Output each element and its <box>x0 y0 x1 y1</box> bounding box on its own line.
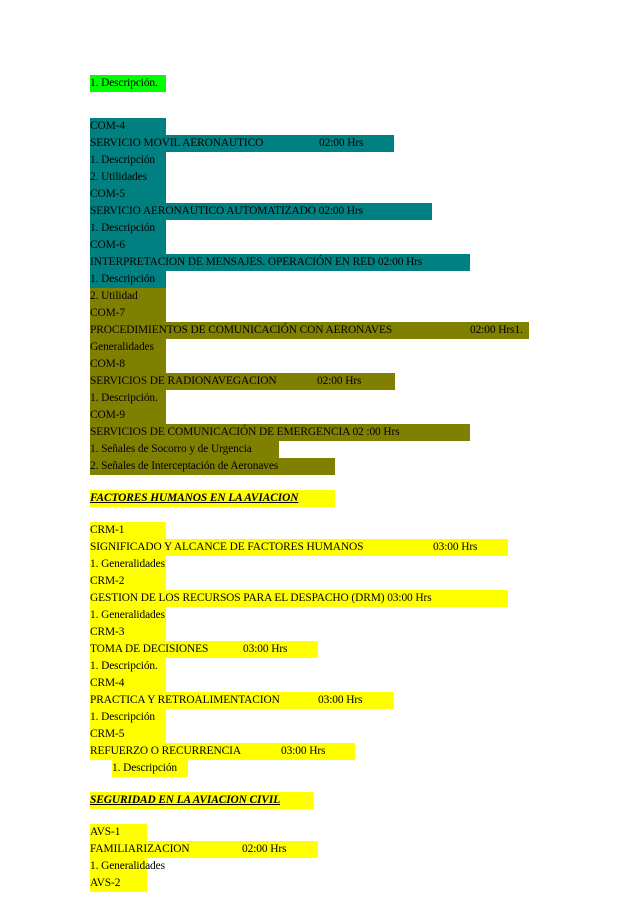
course-hours: 03:00 Hrs <box>281 745 326 757</box>
course-title-text: SERVICIO MOVIL AERONAUTICO <box>90 137 264 149</box>
section-heading: FACTORES HUMANOS EN LA AVIACION <box>90 490 335 507</box>
course-title <box>90 135 394 152</box>
course-title <box>90 539 508 556</box>
course-code: COM-7 <box>90 305 166 322</box>
course-item: 1. Descripción <box>90 709 166 726</box>
course-code: COM-6 <box>90 237 166 254</box>
course-hours: 03:00 Hrs <box>243 643 288 655</box>
course-item: 1. Descripción. <box>90 658 166 675</box>
course-code: CRM-3 <box>90 624 166 641</box>
course-code: CRM-4 <box>90 675 166 692</box>
course-code: COM-8 <box>90 356 166 373</box>
course-item: 1. Generalidades <box>90 556 166 573</box>
item-description: 1. Descripción. <box>90 75 166 92</box>
course-item: 1. Descripción <box>90 220 166 237</box>
course-code: AVS-2 <box>90 875 147 892</box>
course-item: Generalidades <box>90 339 166 356</box>
course-code: COM-5 <box>90 186 166 203</box>
course-code: CRM-2 <box>90 573 166 590</box>
course-title-text: FAMILIARIZACION <box>90 843 190 855</box>
course-item: 1. Descripción <box>112 760 188 777</box>
course-title-text: TOMA DE DECISIONES <box>90 643 209 655</box>
course-title <box>90 322 529 339</box>
course-code: AVS-1 <box>90 824 147 841</box>
course-item: 2. Utilidades <box>90 169 166 186</box>
course-item: 1. Descripción <box>90 271 166 288</box>
course-hours: 02:00 Hrs <box>319 137 364 149</box>
course-title: SERVICIOS DE COMUNICACIÓN DE EMERGENCIA 02 :00 Hrs <box>90 424 470 441</box>
course-code: COM-4 <box>90 118 166 135</box>
course-item: 1. Generalidades <box>90 858 147 875</box>
course-title-text: PROCEDIMIENTOS DE COMUNICACIÓN CON AERONAVES <box>90 324 393 336</box>
course-title: SERVICIO AERONAUTICO AUTOMATIZADO 02:00 Hrs <box>90 203 432 220</box>
course-title-text: PRACTICA Y RETROALIMENTACION <box>90 694 280 706</box>
course-hours: 03:00 Hrs <box>433 541 478 553</box>
course-title <box>90 692 394 709</box>
course-title <box>90 841 318 858</box>
course-title: GESTION DE LOS RECURSOS PARA EL DESPACHO (DRM) 03:00 Hrs <box>90 590 508 607</box>
course-item: 1. Descripción. <box>90 390 166 407</box>
course-item: 2. Señales de Interceptación de Aeronaves <box>90 458 335 475</box>
course-title <box>90 641 318 658</box>
course-code: COM-9 <box>90 407 166 424</box>
course-item: 1. Descripción <box>90 152 166 169</box>
course-title <box>90 743 355 760</box>
course-code: CRM-1 <box>90 522 166 539</box>
course-title <box>90 373 395 390</box>
course-hours: 02:00 Hrs <box>242 843 287 855</box>
course-title-text: SIGNIFICADO Y ALCANCE DE FACTORES HUMANOS <box>90 541 364 553</box>
course-title-text: REFUERZO O RECURRENCIA <box>90 745 241 757</box>
course-hours: 02:00 Hrs1. <box>470 324 523 336</box>
section-heading: SEGURIDAD EN LA AVIACION CIVIL <box>90 792 314 809</box>
course-code: CRM-5 <box>90 726 166 743</box>
course-item: 2. Utilidad <box>90 288 166 305</box>
course-title-text: SERVICIOS DE RADIONAVEGACION <box>90 375 277 387</box>
course-item: 1. Generalidades <box>90 607 166 624</box>
course-item: 1. Señales de Socorro y de Urgencia <box>90 441 279 458</box>
course-hours: 03:00 Hrs <box>318 694 363 706</box>
course-hours: 02:00 Hrs <box>317 375 362 387</box>
course-title: INTERPRETACION DE MENSAJES. OPERACIÓN EN RED 02:00 Hrs <box>90 254 470 271</box>
